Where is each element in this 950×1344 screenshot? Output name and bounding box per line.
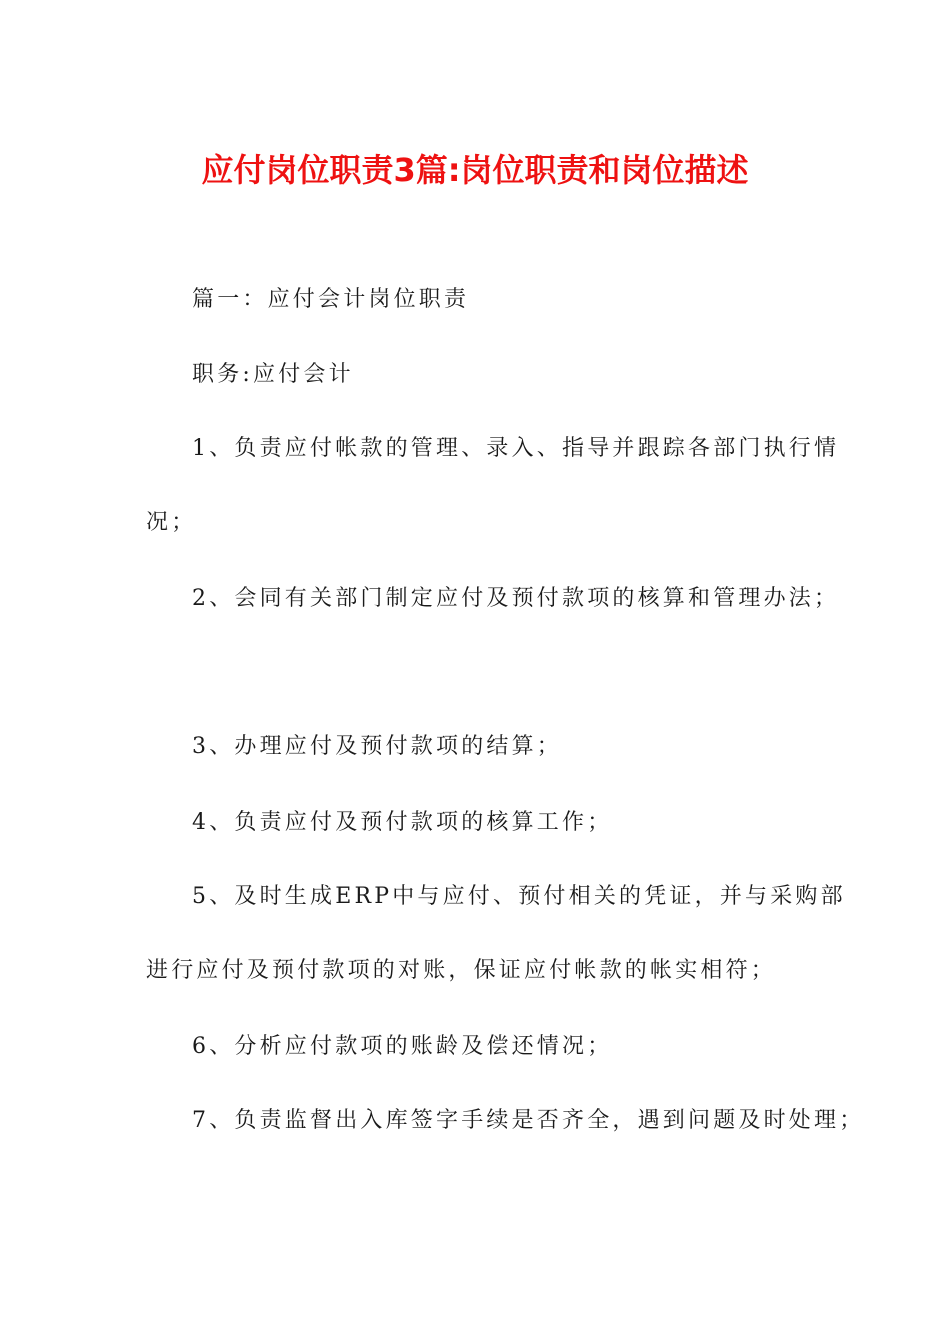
duty-item-4: 4、负责应付及预付款项的核算工作；	[192, 810, 613, 835]
document-title: 应付岗位职责3篇:岗位职责和岗位描述	[201, 151, 749, 189]
duty-item-6: 6、分析应付款项的账龄及偿还情况；	[192, 1034, 613, 1059]
duty-item-1: 1、负责应付帐款的管理、录入、指导并跟踪各部门执行情	[192, 436, 840, 461]
duty-item-2: 2、会同有关部门制定应付及预付款项的核算和管理办法；	[192, 586, 840, 611]
duty-item-5: 5、及时生成ERP中与应付、预付相关的凭证，并与采购部	[192, 884, 846, 909]
section-heading: 篇一：应付会计岗位职责	[192, 287, 470, 312]
duty-item-7: 7、负责监督出入库签字手续是否齐全，遇到问题及时处理；	[192, 1108, 865, 1133]
duty-item-1-continued: 况；	[146, 510, 197, 535]
duty-item-5-continued: 进行应付及预付款项的对账，保证应付帐款的帐实相符；	[146, 958, 777, 983]
job-title-line: 职务:应付会计	[192, 362, 354, 387]
duty-item-3: 3、办理应付及预付款项的结算；	[192, 734, 562, 759]
